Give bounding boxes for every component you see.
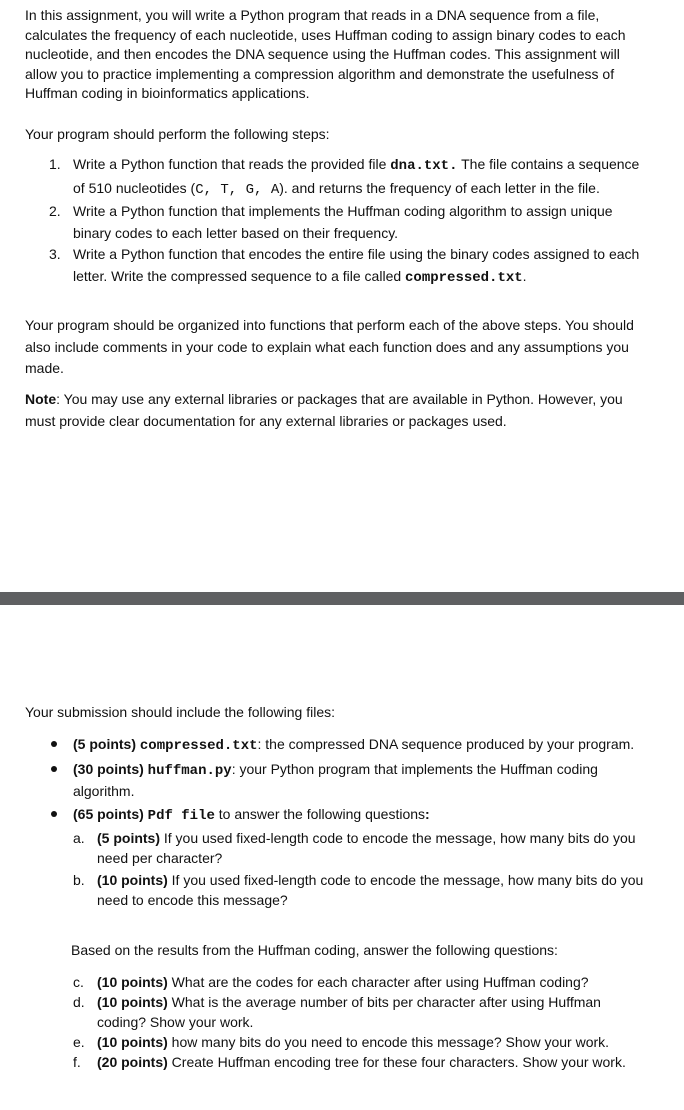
- steps-heading: Your program should perform the following steps:: [25, 126, 330, 142]
- question-letter: a.: [73, 830, 85, 846]
- file-code: huffman.py: [147, 762, 232, 779]
- huffman-questions-heading: Based on the results from the Huffman coding, answer the following questions:: [71, 942, 558, 958]
- question-item: [73, 1032, 648, 1052]
- file-text: to answer the following questions: [214, 805, 426, 822]
- filename-code: dna.txt.: [390, 158, 458, 174]
- question-item: [73, 972, 648, 992]
- step-text: Write a Python function that implements the Huffman coding algorithm to assign unique binary codes to each letter based on their frequency.: [73, 203, 613, 241]
- question-item: [73, 870, 650, 910]
- file-points: (65 points): [73, 805, 144, 822]
- question-points: (5 points): [97, 830, 160, 846]
- step-number: 3.: [49, 246, 61, 262]
- file-points: (5 points): [73, 736, 136, 752]
- question-text: What are the codes for each character after using Huffman coding?: [167, 974, 589, 990]
- note-text: : You may use any external libraries or packages that are available in Python. However, you must provide clear documentation for any external libraries or packages used.: [25, 391, 623, 429]
- file-code: Pdf file: [147, 807, 215, 824]
- file-item: [25, 804, 650, 911]
- question-points: (10 points): [97, 1034, 168, 1050]
- question-letter: e.: [73, 1034, 85, 1050]
- step-number: 2.: [49, 203, 61, 219]
- step-text: Write a Python function that encodes the entire file using the binary codes assigned to each letter. Write the compressed sequence to a file called: [73, 246, 640, 284]
- file-code: compressed.txt: [139, 738, 258, 754]
- step-item: [25, 244, 650, 289]
- submission-heading: Your submission should include the following files:: [25, 704, 335, 720]
- question-points: (10 points): [97, 872, 168, 888]
- question-letter: b.: [73, 872, 85, 888]
- step-text: ). and returns the frequency of each letter in the file.: [279, 179, 600, 196]
- question-text: What is the average number of bits per character after using Huffman coding? Show your work.: [97, 994, 601, 1030]
- step-item: [25, 154, 650, 201]
- huffman-questions-list: [73, 972, 648, 1072]
- question-text: Create Huffman encoding tree for these four characters. Show your work.: [167, 1054, 626, 1070]
- step-text: .: [522, 267, 527, 284]
- organization-paragraph: Your program should be organized into functions that perform each of the above steps. You should also include comments in your code to explain what each function does and any assumptions you made.: [25, 317, 634, 376]
- note-label: Note: [25, 391, 57, 407]
- questions-list: [73, 828, 650, 910]
- question-letter: f.: [73, 1054, 81, 1070]
- bullet-icon: [51, 741, 57, 747]
- question-letter: d.: [73, 994, 85, 1010]
- bullet-icon: [51, 811, 57, 817]
- step-text: Write a Python function that reads the provided file: [73, 156, 391, 172]
- file-text: : your Python program that implements the Huffman coding algorithm.: [73, 760, 598, 799]
- question-text: If you used fixed-length code to encode the message, how many bits do you need to encode this message?: [97, 872, 644, 908]
- file-item: [25, 759, 650, 802]
- page-divider: [0, 592, 684, 605]
- file-item: [25, 734, 650, 757]
- question-text: If you used fixed-length code to encode the message, how many bits do you need per character?: [97, 830, 636, 866]
- note-paragraph: [25, 389, 655, 432]
- question-letter: c.: [73, 974, 84, 990]
- steps-list: [25, 154, 650, 289]
- question-item: [73, 828, 650, 868]
- step-text: The file contains a sequence of 510 nucleotides (: [73, 156, 640, 196]
- intro-paragraph: In this assignment, you will write a Python program that reads in a DNA sequence from a file, calculates the frequency of each nucleotide, uses Huffman coding to assign binary codes to each nucleotide, and then encodes the DNA sequence using the Huffman codes. This assignment will allow you to practice implementing a compression algorithm and demonstrate the usefulness of Huffman coding in bioinformatics applications.: [25, 7, 626, 101]
- file-colon: :: [425, 805, 430, 822]
- bullet-icon: [51, 766, 57, 772]
- nucleotides-code: C, T, G, A: [195, 181, 280, 198]
- filename-code: compressed.txt: [405, 269, 523, 286]
- question-item: [73, 992, 648, 1032]
- question-text: how many bits do you need to encode this message? Show your work.: [167, 1034, 610, 1050]
- file-text: : the compressed DNA sequence produced by your program.: [257, 736, 635, 752]
- question-points: (10 points): [97, 994, 168, 1010]
- question-points: (20 points): [97, 1054, 168, 1070]
- question-points: (10 points): [97, 974, 168, 990]
- question-item: [73, 1052, 648, 1072]
- files-list: [25, 734, 650, 912]
- step-item: [25, 201, 650, 244]
- step-number: 1.: [49, 156, 61, 172]
- file-points: (30 points): [73, 760, 144, 777]
